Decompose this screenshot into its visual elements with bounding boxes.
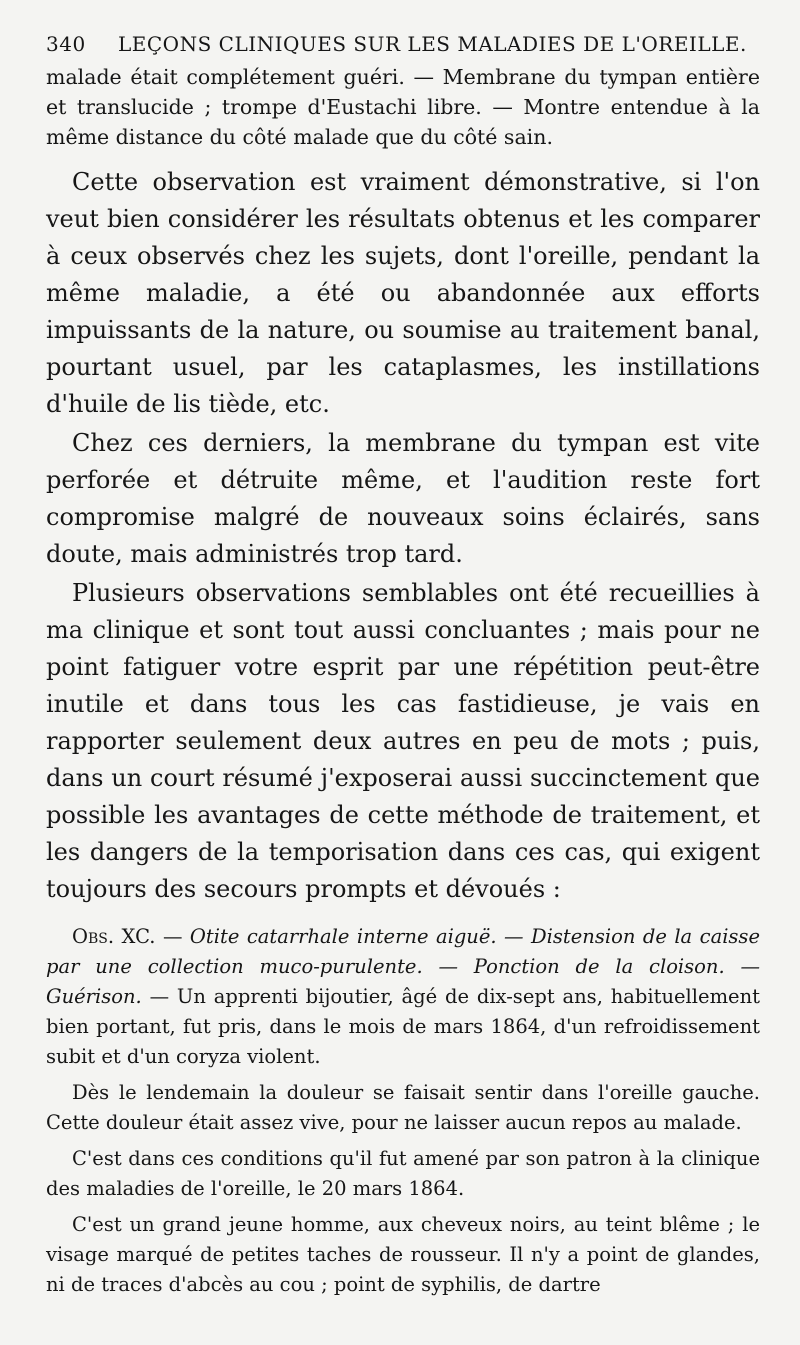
observation-heading: Otite catarrhale interne aiguë. — Distension de la caisse par une collection muco-purulente. — Ponction de la cloison. — Guérison. [46, 925, 760, 1008]
paragraph-des-le-lendemain: Dès le lendemain la douleur se faisait sentir dans l'oreille gauche. Cette douleur était assez vive, pour ne laisser aucun repos au malade. [46, 1081, 760, 1134]
paragraph-conditions: C'est dans ces conditions qu'il fut amené par son patron à la clinique des maladies de l'oreille, le 20 mars 1864. [46, 1147, 760, 1200]
paragraph-chez-ces-derniers: Chez ces derniers, la membrane du tympan est vite perforée et détruite même, et l'audition reste fort compromise malgré de nouveaux soins éclairés, sans doute, mais administrés trop tard. [46, 429, 760, 568]
paragraph-observation-demonstrative: Cette observation est vraiment démonstrative, si l'on veut bien considérer les résultats obtenus et les comparer à ceux observés chez les sujets, dont l'oreille, pendant la même maladie, a été ou abandonnée aux efforts impuissants de la nature, ou soumise au traitement banal, pourtant usuel, par les cataplasmes, les instillations d'huile de lis tiède, etc. [46, 168, 760, 418]
paragraph-continuation: malade était complétement guéri. — Membrane du tympan entière et translucide ; trompe d'Eustachi libre. — Montre entendue à la même distance du côté malade que du côté sain. [46, 65, 760, 149]
observation-label: Obs. XC. — [72, 925, 183, 948]
observation-paragraph [46, 922, 760, 1072]
observation-text: — Un apprenti bijoutier, âgé de dix-sept ans, habituellement bien portant, fut pris, dans le mois de mars 1864, d'un refroidissement subit et d'un coryza violent. [46, 985, 760, 1068]
paragraph-plusieurs-observations: Plusieurs observations semblables ont été recueillies à ma clinique et sont tout aussi concluantes ; mais pour ne point fatiguer votre esprit par une répétition peut-être inutile et dans tous les cas fastidieuse, je vais en rapporter seulement deux autres en peu de mots ; puis, dans un court résumé j'exposerai aussi succinctement que possible les avantages de cette méthode de traitement, et les dangers de la temporisation dans ces cas, qui exigent toujours des secours prompts et dévoués : [46, 579, 760, 903]
paragraph-jeune-homme: C'est un grand jeune homme, aux cheveux noirs, au teint blême ; le visage marqué de petites taches de rousseur. Il n'y a point de glandes, ni de traces d'abcès au cou ; point de syphilis, de dartre [46, 1213, 760, 1296]
running-head [46, 32, 760, 56]
page-number: 340 [46, 32, 86, 56]
running-title: LEÇONS CLINIQUES SUR LES MALADIES DE L'OREILLE. [118, 32, 747, 56]
